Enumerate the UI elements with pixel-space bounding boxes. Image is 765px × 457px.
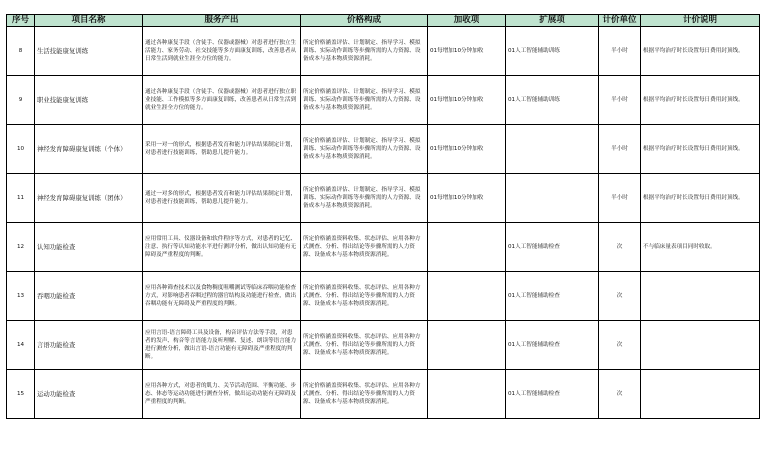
- cell-output: 采用一对一的形式，根据患者发育和能力评估结果制定计划，对患者进行技能训练，帮助患儿提升能力。: [143, 125, 301, 174]
- cell-unit: 次: [599, 272, 641, 321]
- cell-extension: [506, 174, 599, 223]
- cell-note: 根据平均治疗时长设置每日费用封顶线。: [641, 76, 760, 125]
- cell-name: 运动功能检查: [35, 370, 143, 419]
- table-row: [7, 370, 760, 419]
- cell-name: 神经发育障碍康复训练（团体）: [35, 174, 143, 223]
- cell-output: 通过各种康复手段（含徒手、仪器或器械）对患者进行独立职业技能、工作模拟等多方面康复训练，改善患者从日常生活到就业生涯全方位的能力。: [143, 76, 301, 125]
- cell-output: 通过各种康复手段（含徒手、仪器或器械）对患者进行独立生活能力、家务劳动、社交技能等多方面康复训练，改善患者从日常生活到就业生涯全方位的能力。: [143, 27, 301, 76]
- cell-pricing: 所定价格涵盖评估、计划制定、指导学习、模拟训练、实际动作训练等步骤所需的人力资源、设备成本与基本物质资源消耗。: [301, 174, 428, 223]
- cell-output: 通过一对多的形式，根据患者发育和能力评估结果制定计划，对患者进行技能训练，帮助患儿提升能力。: [143, 174, 301, 223]
- header-no: 序号: [7, 15, 35, 27]
- cell-name: 言语功能检查: [35, 321, 143, 370]
- cell-extension: 01人工智能辅助检查: [506, 370, 599, 419]
- cell-surcharge: [428, 321, 506, 370]
- cell-unit: 半小时: [599, 27, 641, 76]
- cell-pricing: 所定价格涵盖评估、计划制定、指导学习、模拟训练、实际动作训练等步骤所需的人力资源、设备成本与基本物质资源消耗。: [301, 27, 428, 76]
- cell-no: 15: [7, 370, 35, 419]
- cell-unit: 半小时: [599, 125, 641, 174]
- cell-extension: 01人工智能辅助训练: [506, 76, 599, 125]
- cell-name: 生活技能康复训练: [35, 27, 143, 76]
- cell-output: 应用言语-语言障碍工具及设备，构音评估方法等手段，对患者的发声、构音等言语能力及听理解、复述、朗读等语言能力进行测查分析，做出言语-语言功能有无障碍及严重程度的判断。: [143, 321, 301, 370]
- cell-pricing: 所定价格涵盖评估、计划制定、指导学习、模拟训练、实际动作训练等步骤所需的人力资源、设备成本与基本物质资源消耗。: [301, 125, 428, 174]
- cell-unit: 次: [599, 321, 641, 370]
- cell-surcharge: [428, 223, 506, 272]
- cell-pricing: 所定价格涵盖资料收集、状态评估、应用各种方式测查、分析、得出结论等步骤所需的人力资源、设备成本与基本物质资源消耗。: [301, 370, 428, 419]
- cell-output: 应用各种方式，对患者的肌力、关节活动范围、平衡功能、步态、体态等运动功能进行测查分析，做出运动功能有无障碍及严重程度的判断。: [143, 370, 301, 419]
- cell-pricing: 所定价格涵盖评估、计划制定、指导学习、模拟训练、实际动作训练等步骤所需的人力资源、设备成本与基本物质资源消耗。: [301, 76, 428, 125]
- cell-extension: 01人工智能辅助检查: [506, 223, 599, 272]
- cell-extension: 01人工智能辅助训练: [506, 27, 599, 76]
- cell-note: 根据平均治疗时长设置每日费用封顶线。: [641, 174, 760, 223]
- header-output: 服务产出: [143, 15, 301, 27]
- cell-note: [641, 272, 760, 321]
- header-pricing: 价格构成: [301, 15, 428, 27]
- header-surcharge: 加收项: [428, 15, 506, 27]
- table-row: [7, 272, 760, 321]
- header-unit: 计价单位: [599, 15, 641, 27]
- cell-note: 根据平均治疗时长设置每日费用封顶线。: [641, 27, 760, 76]
- cell-surcharge: 01每增加10分钟加收: [428, 174, 506, 223]
- cell-name: 职业技能康复训练: [35, 76, 143, 125]
- header-name: 项目名称: [35, 15, 143, 27]
- cell-name: 认知功能检查: [35, 223, 143, 272]
- cell-surcharge: 01每增加10分钟加收: [428, 76, 506, 125]
- price-table-container: [6, 14, 759, 419]
- cell-extension: [506, 125, 599, 174]
- header-note: 计价说明: [641, 15, 760, 27]
- cell-name: 吞咽功能检查: [35, 272, 143, 321]
- cell-surcharge: [428, 370, 506, 419]
- cell-output: 应用各种筛查技术以及食物稠度咀嚼测试等临床吞咽功能检查方式，对影响患者吞咽过程的器官结构及功能进行检查，做出吞咽功能有无障碍及严重程度的判断。: [143, 272, 301, 321]
- table-header-row: [7, 15, 760, 27]
- cell-no: 8: [7, 27, 35, 76]
- table-row: [7, 27, 760, 76]
- table-row: [7, 125, 760, 174]
- table-row: [7, 174, 760, 223]
- cell-unit: 次: [599, 223, 641, 272]
- cell-pricing: 所定价格涵盖资料收集、状态评估、应用各种方式测查、分析、得出结论等步骤所需的人力资源、设备成本与基本物质资源消耗。: [301, 272, 428, 321]
- cell-no: 14: [7, 321, 35, 370]
- cell-pricing: 所定价格涵盖资料收集、状态评估、应用各种方式测查、分析、得出结论等步骤所需的人力资源、设备成本与基本物质资源消耗。: [301, 223, 428, 272]
- cell-extension: 01人工智能辅助检查: [506, 321, 599, 370]
- cell-output: 应用常用工具、仪器设备和软件程序等方式，对患者的记忆、注意、执行等认知功能水平进行测评分析，做出认知功能有无障碍及严重程度的判断。: [143, 223, 301, 272]
- cell-note: [641, 370, 760, 419]
- cell-pricing: 所定价格涵盖资料收集、状态评估、应用各种方式测查、分析、得出结论等步骤所需的人力资源、设备成本与基本物质资源消耗。: [301, 321, 428, 370]
- cell-note: 根据平均治疗时长设置每日费用封顶线。: [641, 125, 760, 174]
- cell-note: [641, 321, 760, 370]
- cell-unit: 半小时: [599, 174, 641, 223]
- price-table: [6, 14, 760, 419]
- cell-no: 12: [7, 223, 35, 272]
- cell-no: 13: [7, 272, 35, 321]
- cell-note: 不与临床量表项目同时收取。: [641, 223, 760, 272]
- cell-surcharge: 01每增加10分钟加收: [428, 125, 506, 174]
- cell-no: 11: [7, 174, 35, 223]
- table-row: [7, 223, 760, 272]
- cell-name: 神经发育障碍康复训练（个体）: [35, 125, 143, 174]
- cell-unit: 次: [599, 370, 641, 419]
- table-row: [7, 321, 760, 370]
- header-extension: 扩展项: [506, 15, 599, 27]
- cell-extension: 01人工智能辅助检查: [506, 272, 599, 321]
- cell-surcharge: [428, 272, 506, 321]
- cell-surcharge: 01每增加10分钟加收: [428, 27, 506, 76]
- table-row: [7, 76, 760, 125]
- cell-unit: 半小时: [599, 76, 641, 125]
- cell-no: 10: [7, 125, 35, 174]
- cell-no: 9: [7, 76, 35, 125]
